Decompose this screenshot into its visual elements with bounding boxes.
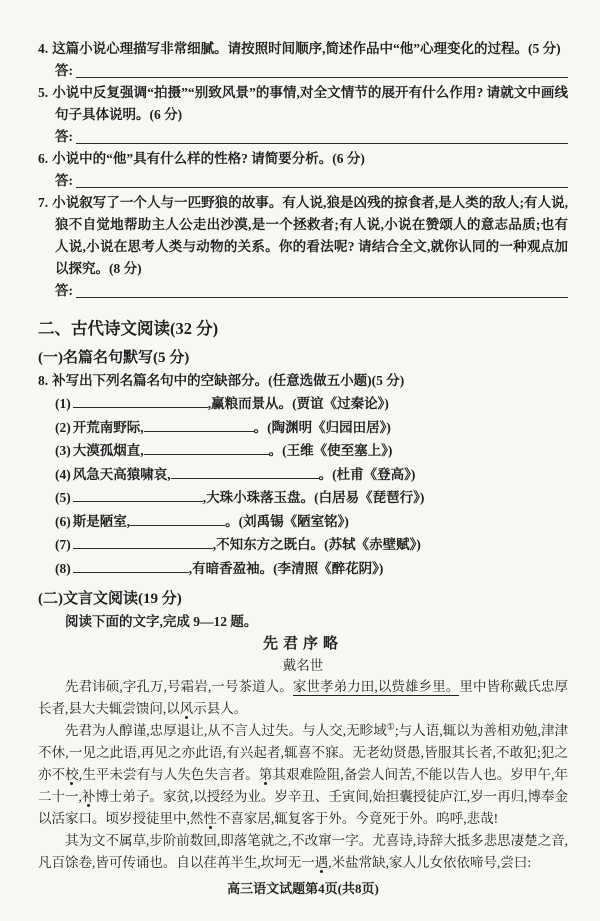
item-number: (4) — [55, 466, 71, 482]
question-text — [38, 148, 568, 170]
item-text-after: 。(王维《使至塞上》) — [268, 443, 393, 458]
passage-author: 戴名世 — [282, 658, 324, 673]
item-text-before: 大漠孤烟直, — [72, 443, 144, 458]
passage-text: 不喜家居,辄复客于外。今竟死于外。呜呼,悲哉! — [216, 811, 499, 826]
answer-blank-line — [76, 187, 568, 188]
passage-text: ,米盐常缺,家人儿女依依啼号,尝曰: — [328, 855, 532, 870]
question-number: 7. — [38, 195, 49, 210]
question-body: 这篇小说心理描写非常细腻。请按照时间顺序,简述作品中“他”心理变化的过程。(5 分) — [52, 41, 561, 56]
item-text-before: 风急天高猿啸哀, — [72, 466, 171, 482]
item-number: (3) — [55, 443, 71, 458]
question-8-lead — [38, 370, 568, 392]
answer-label: 答: — [55, 283, 73, 298]
underlined-sentence: 家世孝弟力田,以赀雄乡里。 — [292, 679, 460, 694]
emphasized-char: 第 — [258, 767, 273, 782]
question-text — [38, 82, 568, 126]
answer-label: 答: — [55, 173, 73, 188]
question-number: 8. — [38, 373, 49, 388]
passage-text: 其艰难险阻,备尝人间苦,不能以告人也。岁甲午,年二十一, — [38, 767, 569, 804]
recite-item-4 — [38, 463, 568, 487]
passage-text: ;与人语,辄以为善相劝勉,津津不休,一见之此语,再见之亦此语,有兴起者,辄喜不寐。无老幼贤愚,皆服其长者,不敢犯;犯之亦不 — [38, 723, 568, 782]
question-body: 小说叙写了一个人与一匹野狼的故事。有人说,狼是凶残的掠食者,是人类的敌人;有人说,狼不自觉地帮助主人公走出沙漠,是一个拯救者;有人说,小说在赞颂人的意志品质;也有人说,小说在思考人类与动物的关系。你的看法呢? 请结合全文,就你认同的一种观点加以探究。(8 分) — [52, 195, 568, 276]
fill-blank-line — [171, 466, 319, 479]
answer-blank-line — [76, 143, 568, 144]
answer-label: 答: — [55, 63, 73, 78]
passage-paragraph-3 — [38, 830, 568, 874]
question-6 — [38, 148, 568, 192]
passage-paragraph-2 — [38, 720, 568, 830]
recite-item-3 — [38, 439, 568, 463]
section-heading: 二、古代诗文阅读(32 分) — [38, 319, 219, 338]
answer-row — [38, 170, 568, 192]
fill-blank-line — [130, 513, 225, 526]
fill-blank-line — [73, 395, 208, 408]
reading-instruction: 阅读下面的文字,完成 9—12 题。 — [65, 614, 258, 629]
emphasized-char: 性 — [203, 811, 217, 826]
answer-row — [38, 60, 568, 82]
item-number: (7) — [55, 537, 71, 552]
answer-blank-line — [76, 297, 568, 298]
question-number: 6. — [38, 151, 49, 166]
passage-title: 先君序略 — [262, 636, 343, 652]
recite-item-2 — [38, 416, 568, 440]
fill-blank-line — [73, 560, 189, 573]
item-text-before: 开荒南野际, — [72, 419, 144, 435]
answer-label: 答: — [55, 129, 73, 144]
fill-blank-line — [144, 419, 254, 432]
passage-text: 其为文不属草,步阶前数回,即落笔就之,不改窜一字。尤喜诗,诗辞大抵多悲思凄楚之音,凡百馀卷,皆可传诵也。自以荏苒半生,坎坷无一 — [38, 833, 568, 870]
passage-text: 示县人。 — [193, 701, 248, 716]
item-number: (6) — [55, 513, 71, 529]
answer-row — [38, 126, 568, 148]
question-body: 小说中的“他”具有什么样的性格? 请简要分析。(6 分) — [52, 151, 365, 166]
item-text-after: 。(杜甫《登高》) — [318, 466, 416, 482]
item-text-after: ,不知东方之既白。(苏轼《赤壁赋》) — [212, 537, 421, 552]
footnote-marker: ① — [386, 721, 395, 732]
item-number: (1) — [55, 396, 71, 411]
emphasized-char: 校 — [65, 767, 79, 782]
recite-item-6 — [38, 510, 568, 534]
answer-blank-line — [76, 77, 568, 78]
passage-text: 先君讳硕,字孔万,号霜岩,一号茶道人。 — [65, 679, 293, 694]
part1-heading: (一)名篇名句默写(5 分) — [38, 350, 190, 366]
recite-item-1 — [38, 392, 568, 416]
answer-row — [38, 280, 568, 302]
part2-heading: (二)文言文阅读(19 分) — [38, 591, 182, 607]
item-number: (8) — [55, 560, 71, 576]
item-number: (2) — [55, 419, 71, 435]
recite-item-5 — [38, 486, 568, 510]
item-text-after: ,有暗香盈袖。(李清照《醉花阴》) — [188, 560, 384, 576]
fill-blank-line — [73, 536, 213, 549]
item-text-after: 。(刘禹锡《陋室铭》) — [225, 513, 349, 529]
fill-blank-line — [144, 442, 269, 455]
emphasized-char: 遇 — [314, 855, 329, 870]
item-text-after: ,大珠小珠落玉盘。(白居易《琵琶行》) — [202, 490, 425, 505]
question-text — [38, 192, 568, 280]
question-7 — [38, 192, 568, 302]
emphasized-char: 风 — [179, 701, 194, 716]
passage-text: 先君为人醇谨,忠厚退让,从不言人过失。与人交,无畛域 — [65, 723, 387, 738]
passage-text: 里中皆称戴氏忠厚长者,县大夫辄尝馈问,以 — [38, 679, 569, 716]
recite-item-7 — [38, 533, 568, 557]
question-5 — [38, 82, 568, 148]
item-text-after: ,赢粮而景从。(贾谊《过秦论》) — [207, 396, 389, 411]
emphasized-char: 补 — [81, 789, 96, 804]
question-text — [38, 38, 568, 60]
item-text-after: 。(陶渊明《归园田居》) — [253, 419, 391, 435]
item-text-before: 斯是陋室, — [72, 513, 131, 529]
question-number: 4. — [38, 41, 49, 56]
passage-text: ,生平未尝有与人失色失言者。 — [78, 767, 259, 782]
recite-item-8 — [38, 557, 568, 581]
question-body: 补写出下列名篇名句中的空缺部分。(任意选做五小题)(5 分) — [52, 373, 405, 388]
classical-passage — [38, 676, 568, 874]
passage-paragraph-1 — [38, 676, 568, 720]
passage-text: 博士弟子。家贫,以授经为业。岁辛丑、壬寅间,始担囊授徒庐江,岁一再归,博奉金以活家口。顷岁授徒里中,然 — [38, 789, 569, 826]
question-number: 5. — [38, 85, 49, 100]
item-number: (5) — [55, 490, 71, 505]
fill-blank-line — [73, 489, 203, 502]
question-4 — [38, 38, 568, 82]
question-body: 小说中反复强调“拍摄”“别致风景”的事情,对全文情节的展开有什么作用? 请就文中画线句子具体说明。(6 分) — [52, 85, 568, 122]
page-footer: 高三语文试题第4页(共8页) — [227, 881, 379, 896]
